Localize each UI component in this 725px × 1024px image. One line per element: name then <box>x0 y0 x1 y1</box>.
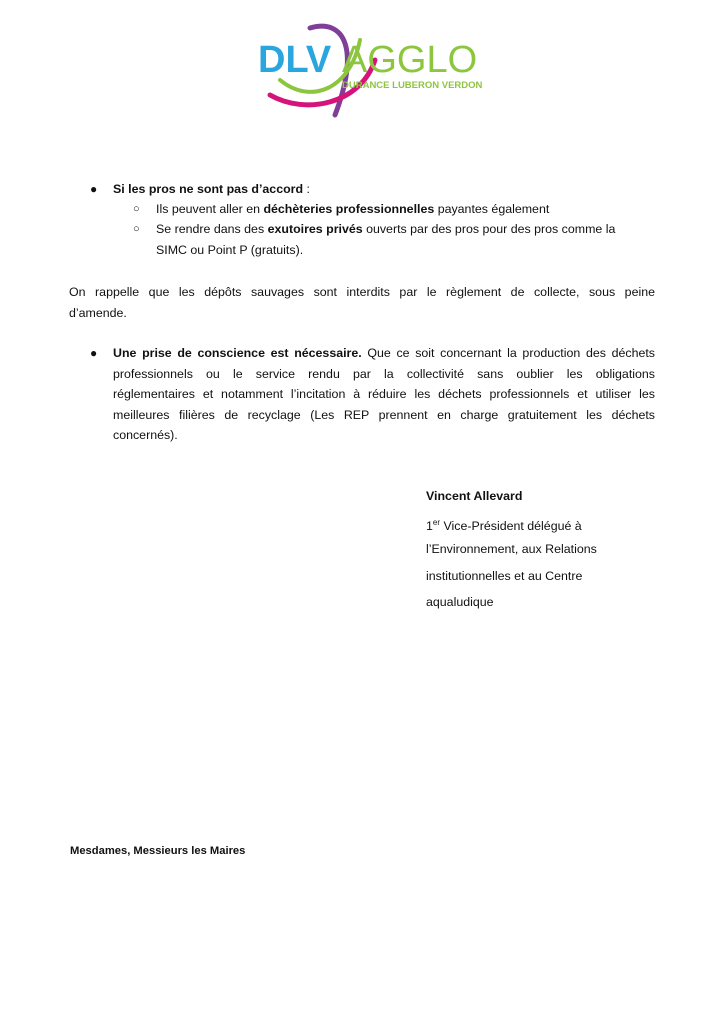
sub-text-pre: Se rendre dans des <box>156 222 268 236</box>
bullet-rest: : <box>303 182 310 196</box>
signatory-title-line2: l’Environnement, aux Relations <box>426 542 597 556</box>
paragraph-line2: d’amende. <box>69 305 127 320</box>
logo-agglo-text: AGGLO <box>342 39 478 81</box>
bullet-text <box>113 179 655 200</box>
paragraph-line1: On rappelle que les dépôts sauvages sont interdits par le règlement de collecte, sous peine <box>69 285 655 299</box>
title-rest: Vice-Président délégué à <box>440 518 582 533</box>
sub-bullet-icon: ○ <box>133 223 140 235</box>
signatory-name: Vincent Allevard <box>426 489 523 503</box>
title-number: 1 <box>426 518 433 533</box>
sub-item-text <box>156 219 655 260</box>
bullet2-line4: meilleures filières de recyclage (Les REP prennent en charge gratuitement les déchets <box>113 407 655 422</box>
title-superscript: er <box>432 517 441 527</box>
sub-text-post: payantes également <box>434 202 550 216</box>
signatory-title-line1 <box>426 513 666 540</box>
sub-text-bold: déchèteries professionnelles <box>263 202 435 216</box>
bullet2-line2: professionnels ou le service rendu par la collectivité sans oublier les obligations <box>113 366 655 381</box>
bullet2-line5: concernés). <box>113 428 178 442</box>
bullet2-line3: réglementaires et notamment l’incitation à réduire les déchets professionnels et utiliser les <box>113 387 655 401</box>
signature-block <box>426 486 666 619</box>
bullet-text <box>113 343 655 446</box>
sub-item-exutoires <box>133 219 655 260</box>
bullet-item-conscience <box>90 343 655 447</box>
signatory-title-line3: institutionnelles et au Centre <box>426 568 583 583</box>
sub-text-post: ouverts par des pros pour des pros comme la <box>362 222 616 236</box>
bullet2-bold: Une prise de conscience est nécessaire. <box>113 346 362 360</box>
dlv-agglo-logo <box>250 20 490 130</box>
bullet-icon: ● <box>90 182 98 196</box>
bullet2-line1-rest: Que ce soit concernant la production des déchets <box>361 346 655 360</box>
sub-text-pre: Ils peuvent aller en <box>156 202 264 216</box>
logo-tagline: DURANCE LUBERON VERDON <box>342 80 483 91</box>
sub-text-bold: exutoires privés <box>267 222 363 236</box>
sub-item-text <box>156 199 655 220</box>
signatory-title-line4: aqualudique <box>426 595 494 609</box>
sub-item-decheteries <box>133 199 655 219</box>
bullet-icon: ● <box>90 346 98 360</box>
bullet2-line1 <box>113 343 655 364</box>
sub-bullet-icon: ○ <box>133 203 140 215</box>
bullet-item-pros <box>90 179 655 199</box>
sub-text-line2: SIMC ou Point P (gratuits). <box>156 242 304 257</box>
paragraph-depots-sauvages <box>69 282 655 323</box>
addressee: Mesdames, Messieurs les Maires <box>70 845 246 857</box>
logo-graphic <box>250 20 490 130</box>
logo-dlv-text: DLV <box>258 39 332 81</box>
bullet-bold: Si les pros ne sont pas d’accord <box>113 182 304 196</box>
